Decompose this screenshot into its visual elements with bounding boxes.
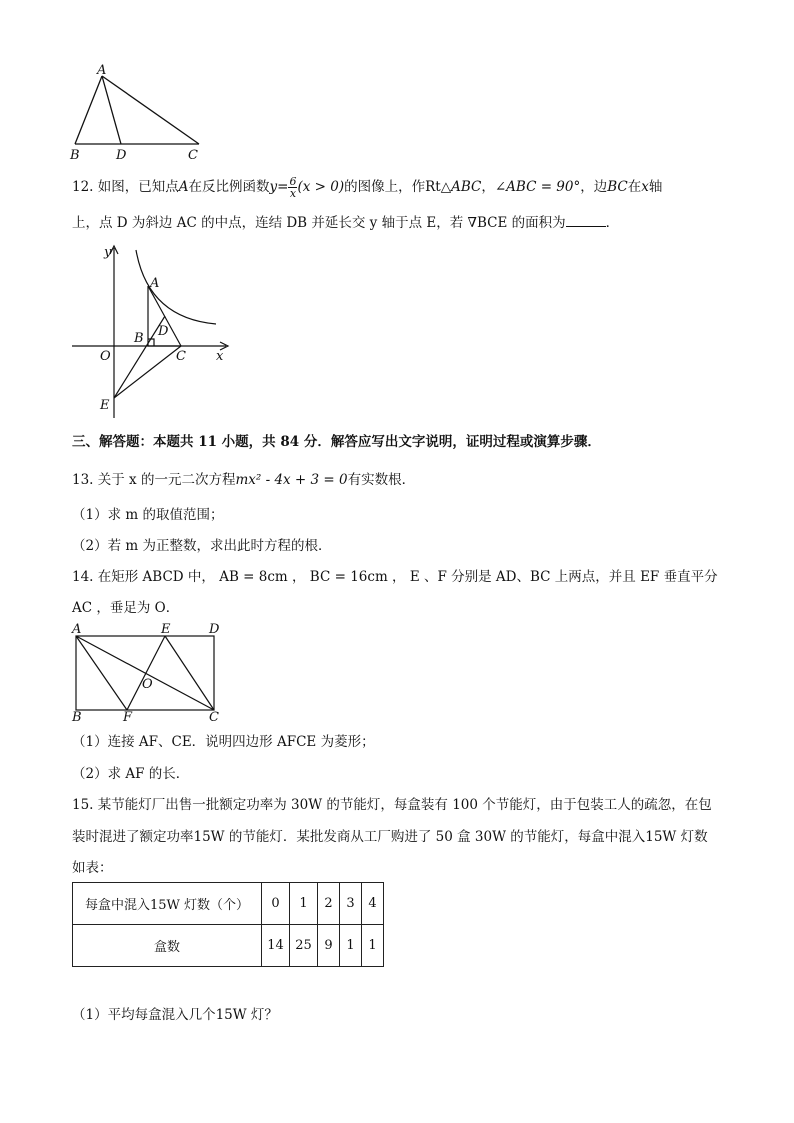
fig12-label-D: D (158, 324, 169, 339)
fig14-label-B: B (72, 710, 82, 725)
q13-part2: （2）若 m 为正整数，求出此时方程的根． (72, 538, 332, 554)
q15-table (72, 882, 384, 967)
fig12-label-C: C (176, 349, 186, 364)
q15-line1: 15. 某节能灯厂出售一批额定功率为 30W 的节能灯，每盒装有 100 个节能灯，由于包装工人的疏忽，在包 (72, 797, 712, 813)
fig12-label-x: x (216, 349, 224, 364)
fig14-label-F: F (123, 710, 133, 725)
fig12-label-A: A (150, 276, 160, 291)
table-cell: 4 (362, 883, 384, 925)
table-cell: 1 (362, 925, 384, 967)
q14-line1: 14. 在矩形 ABCD 中， AB = 8cm ， BC = 16cm ， E 、F 分别是 AD、BC 上两点，并且 EF 垂直平分 (72, 569, 718, 585)
fig14-label-C: C (209, 710, 219, 725)
q13-part1: （1）求 m 的取值范围； (72, 507, 224, 523)
figure-q12 (66, 238, 236, 428)
fig11-label-D: D (116, 148, 127, 163)
figure-q11 (66, 62, 216, 164)
q14-part2: （2）求 AF 的长． (72, 766, 190, 782)
q14-line2: AC ，垂足为 O． (72, 600, 180, 616)
table-cell: 9 (318, 925, 340, 967)
q15-part1: （1）平均每盒混入几个15W 灯？ (72, 1007, 278, 1023)
fraction-6-over-x: $\frac{6}{x}$ (289, 175, 297, 200)
q15-line2: 装时混进了额定功率15W 的节能灯．某批发商从工厂购进了 50 盒 30W 的节能灯，每盒中混入15W 灯数 (72, 829, 708, 845)
table-cell: 1 (340, 925, 362, 967)
fig14-label-A: A (72, 622, 82, 637)
table-row (73, 883, 384, 925)
table-cell: 14 (262, 925, 290, 967)
answer-blank (566, 212, 606, 227)
fig11-label-A: A (97, 63, 107, 78)
fig12-label-y: y (104, 245, 112, 260)
table-header-cell: 每盒中混入15W 灯数（个） (73, 883, 262, 925)
fig14-label-O: O (142, 677, 153, 692)
section-3-heading: 三、解答题：本题共 11 小题，共 84 分．解答应写出文字说明，证明过程或演算步骤． (72, 434, 601, 450)
q15-line3: 如表： (72, 860, 113, 876)
q13-stem: 13. 关于 x 的一元二次方程mx² - 4x + 3 = 0有实数根． (72, 472, 416, 488)
fig12-label-B: B (134, 331, 144, 346)
q12-line2: 上，点 D 为斜边 AC 的中点，连结 DB 并延长交 y 轴于点 E，若 ∇BCE 的面积为 ． (72, 212, 619, 233)
table-cell: 0 (262, 883, 290, 925)
table-cell: 2 (318, 883, 340, 925)
fig11-label-B: B (70, 148, 80, 163)
table-cell: 25 (290, 925, 318, 967)
figure-q14 (66, 620, 236, 726)
table-header-cell: 盒数 (73, 925, 262, 967)
table-cell: 1 (290, 883, 318, 925)
fig12-label-O: O (100, 349, 111, 364)
fig14-label-D: D (209, 622, 220, 637)
fig14-label-E: E (161, 622, 171, 637)
q12-line1: 12. 如图，已知点A在反比例函数y= $\frac{6}{x}$ (x > 0)的图像上，作Rt△ABC，∠ABC = 90°，边BC在x轴 (72, 175, 663, 200)
table-row (73, 925, 384, 967)
q14-part1: （1）连接 AF、CE．说明四边形 AFCE 为菱形； (72, 734, 375, 750)
fig11-label-C: C (188, 148, 198, 163)
fig12-label-E: E (100, 398, 110, 413)
table-cell: 3 (340, 883, 362, 925)
